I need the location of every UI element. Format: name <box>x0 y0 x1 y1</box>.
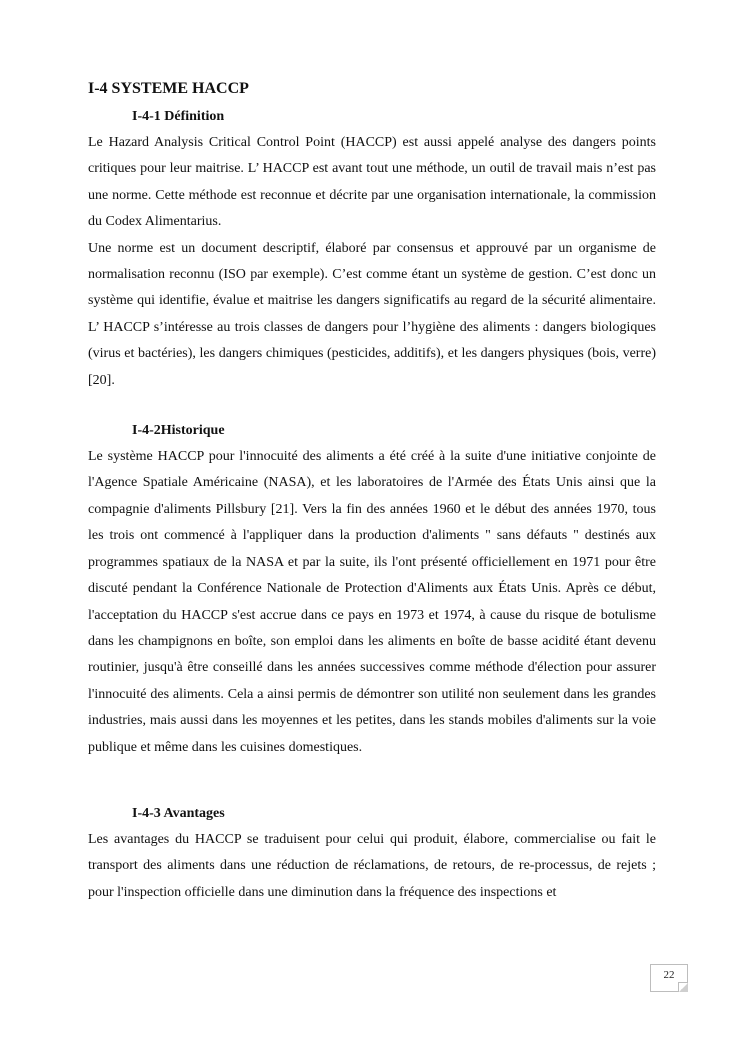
page-title: I-4 SYSTEME HACCP <box>88 80 249 97</box>
document-page <box>88 78 656 906</box>
section-heading-avantages: I-4-3 Avantages <box>132 805 225 821</box>
page-number: 22 <box>663 969 675 981</box>
section-heading-historique: I-4-2Historique <box>132 423 225 439</box>
section-heading-definition: I-4-1 Définition <box>132 109 225 124</box>
paragraph-definition-1: Le Hazard Analysis Critical Control Point (HACCP) est aussi appelé analyse des dangers points critiques pour leur maitrise. L’ HACCP est avant tout une méthode, un outil de travail mais n’est pas une norme. Cette méthode est reconnue et décrite par une organisation internationale, la commission du Codex Alimentarius. <box>88 135 656 230</box>
paragraph-avantages: Les avantages du HACCP se traduisent pour celui qui produit, élabore, commercialise ou fait le transport des aliments dans une réduction de réclamations, de retours, de re-processus, de rejets ; pour l'inspection officielle dans une diminution dans la fréquence des inspections et <box>88 831 656 900</box>
page-number-box <box>650 964 688 992</box>
paragraph-historique: Le système HACCP pour l'innocuité des aliments a été créé à la suite d'une initiative conjointe de l'Agence Spatiale Américaine (NASA), et les laboratoires de l'Armée des États Unis ainsi que la compagnie d'aliments Pillsbury [21]. Vers la fin des années 1960 et le début des années 1970, tous les trois ont commencé à l'appliquer dans la production d'aliments " sans défauts " destinés aux programmes spatiaux de la NASA et par la suite, ils l'ont présenté officiellement en 1971 pour être discuté pendant la Conférence Nationale de Protection d'Aliments aux États Unis. Après ce début, l'acceptation du HACCP s'est accrue dans ce pays en 1973 et 1974, à cause du risque de botulisme dans les champignons en boîte, son emploi dans les aliments en boîte de basse acidité étant devenu routinier, jusqu'à être conseillé dans les années successives comme méthode d'élection pour assurer l'innocuité des aliments. Cela a ainsi permis de démontrer son utilité non seulement dans les grandes industries, mais aussi dans les moyennes et les petites, dans les stands mobiles d'aliments sur la voie publique et même dans les cuisines domestiques. <box>88 449 656 755</box>
paragraph-definition-2: Une norme est un document descriptif, élaboré par consensus et approuvé par un organisme de normalisation reconnu (ISO par exemple). C’est comme étant un système de gestion. C’est donc un système qui identifie, évalue et maitrise les dangers significatifs au regard de la sécurité alimentaire. L’ HACCP s’intéresse au trois classes de dangers pour l’hygiène des aliments : dangers biologiques (virus et bactéries), les dangers chimiques (pesticides, additifs), et les dangers physiques (bois, verre) [20]. <box>88 240 656 388</box>
page-curl-icon <box>678 982 688 992</box>
